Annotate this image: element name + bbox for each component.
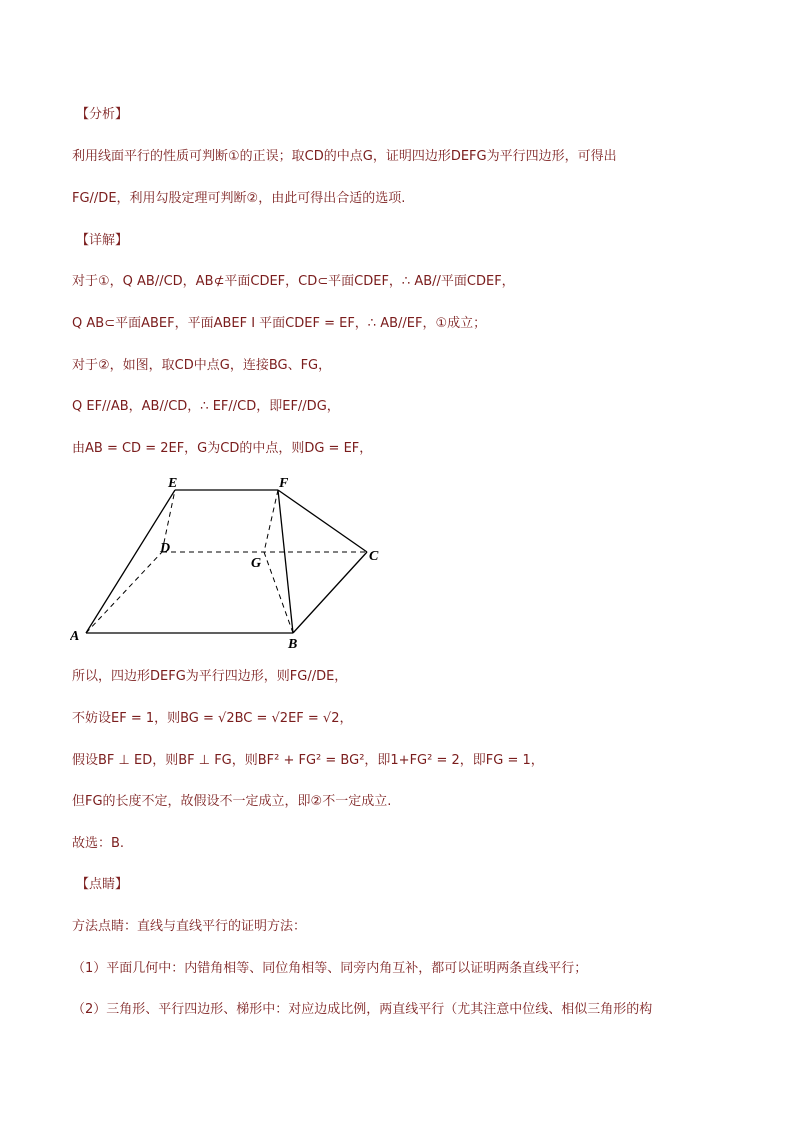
detail-line-5: 由AB = CD = 2EF，G为CD的中点，则DG = EF， [72,441,373,456]
edge-AE [86,490,175,633]
analysis-heading: 【分析】 [76,107,129,122]
label-A: A [70,629,80,644]
detail-line-10: 故选：B. [72,836,125,851]
analysis-line-2: FG//DE，利用勾股定理可判断②，由此可得出合适的选项. [72,191,406,206]
remark-line-2: （1）平面几何中：内错角相等、同位角相等、同旁内角互补，都可以证明两条直线平行； [72,961,588,976]
remark-heading: 【点睛】 [76,877,129,892]
geometry-figure [70,470,390,655]
detail-line-2: Q AB⊂平面ABEF，平面ABEF I 平面CDEF = EF，∴ AB//EF，①成立； [72,316,487,331]
detail-line-1: 对于①，Q AB//CD，AB⊄平面CDEF，CD⊂平面CDEF，∴ AB//平面CDEF， [72,274,515,289]
remark-line-3: （2）三角形、平行四边形、梯形中：对应边成比例，两直线平行（尤其注意中位线、相似三角形的构 [72,1002,653,1017]
label-C: C [369,549,379,564]
label-F: F [279,476,289,491]
detail-line-8: 假设BF ⊥ ED，则BF ⊥ FG，则BF² + FG² = BG²，即1+FG² = 2，即FG = 1， [72,753,544,768]
label-E: E [168,476,178,491]
edge-AD [86,552,162,633]
analysis-line-1: 利用线面平行的性质可判断①的正误；取CD的中点G，证明四边形DEFG为平行四边形，可得出 [72,149,617,164]
edge-BC [293,552,367,633]
remark-line-1: 方法点睛：直线与直线平行的证明方法： [72,919,307,934]
label-B: B [288,637,298,652]
label-G: G [251,556,262,571]
detail-line-9: 但FG的长度不定，故假设不一定成立，即②不一定成立. [72,794,392,809]
detail-line-4: Q EF//AB，AB//CD，∴ EF//CD，即EF//DG， [72,399,340,414]
detail-line-6: 所以，四边形DEFG为平行四边形，则FG//DE， [72,669,348,684]
detail-line-7: 不妨设EF = 1，则BG = √2BC = √2EF = √2， [72,711,353,726]
detail-heading: 【详解】 [76,233,129,248]
detail-line-3: 对于②，如图，取CD中点G，连接BG、FG， [72,358,332,373]
label-D: D [160,541,171,556]
edge-FC [278,490,367,552]
edge-FG [264,490,278,552]
